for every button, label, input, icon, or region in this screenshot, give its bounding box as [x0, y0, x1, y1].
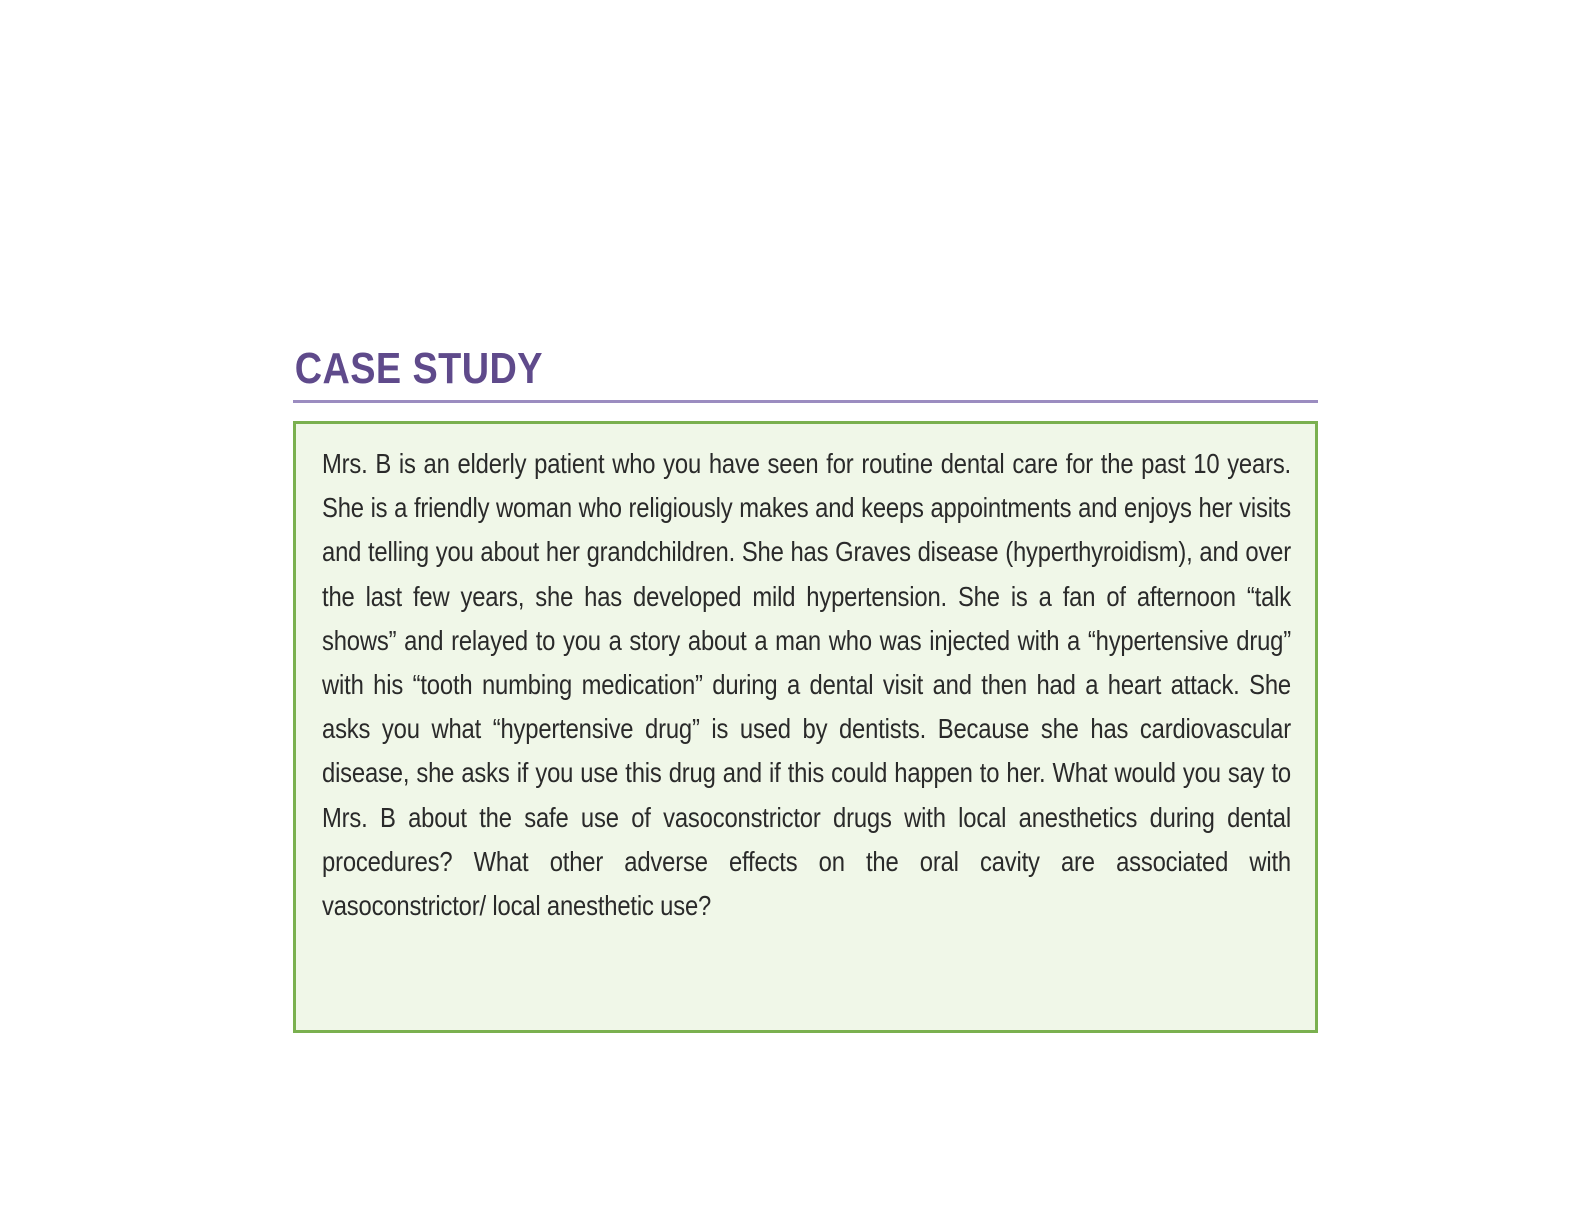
title-divider: [293, 400, 1318, 403]
case-study-section: [293, 340, 1318, 1033]
case-study-title: CASE STUDY: [294, 344, 543, 393]
case-study-body: Mrs. B is an elderly patient who you have seen for routine dental care for the past 10 years. She is a friendly woman who religiously makes and keeps appointments and enjoys her visits and telling you about her grandchildren. She has Graves disease (hyperthyroidism), and over the last few years, she has developed mild hypertension. She is a fan of afternoon “talk shows” and relayed to you a story about a man who was injected with a “hypertensive drug” with his “tooth numbing medication” during a dental visit and then had a heart attack. She asks you what “hypertensive drug” is used by dentists. Because she has cardiovascular disease, she asks if you use this drug and if this could happen to her. What would you say to Mrs. B about the safe use of vasoconstrictor drugs with local anesthetics during dental procedures? What other adverse effects on the oral cavity are associated with vasoconstrictor/ local anesthetic use?: [322, 448, 1291, 922]
case-study-box: [293, 421, 1318, 1033]
